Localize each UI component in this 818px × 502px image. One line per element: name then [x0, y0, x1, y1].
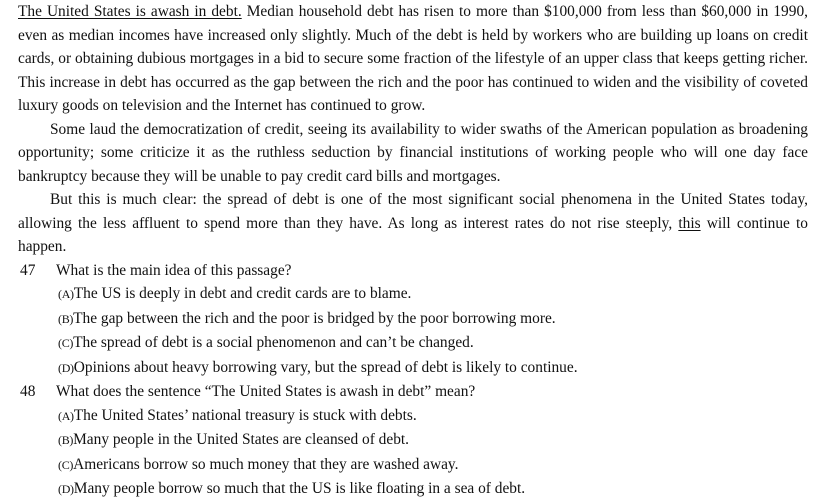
- option-text: The United States’ national treasury is stuck with debts.: [73, 406, 417, 424]
- passage-paragraph-1: [18, 0, 808, 118]
- option-letter: (B): [58, 311, 74, 326]
- option-letter: (C): [58, 457, 74, 472]
- question-47: [18, 259, 808, 283]
- option-48-d[interactable]: [58, 477, 808, 502]
- option-text: The spread of debt is a social phenomenon and can’t be changed.: [73, 334, 474, 351]
- option-letter: (B): [58, 433, 74, 447]
- question-48-options: [18, 404, 808, 502]
- option-48-a[interactable]: [58, 404, 808, 429]
- option-47-c[interactable]: [58, 331, 808, 356]
- option-text: The US is deeply in debt and credit cards are to blame.: [73, 285, 412, 302]
- option-47-a[interactable]: [58, 282, 808, 307]
- option-letter: (C): [58, 336, 74, 350]
- option-text: The gap between the rich and the poor is bridged by the poor borrowing more.: [73, 309, 556, 327]
- option-text: Americans borrow so much money that they are washed away.: [73, 455, 459, 473]
- option-letter: (D): [58, 360, 74, 375]
- question-number: 47: [20, 261, 36, 279]
- question-number: 48: [20, 383, 36, 400]
- question-48: [18, 380, 808, 404]
- option-letter: (A): [58, 408, 74, 423]
- option-48-c[interactable]: [58, 453, 808, 478]
- question-47-options: [18, 282, 808, 380]
- option-47-d[interactable]: [58, 356, 808, 381]
- question-text: What is the main idea of this passage?: [56, 261, 292, 279]
- question-text: What does the sentence “The United States is awash in debt” mean?: [56, 383, 476, 400]
- option-47-b[interactable]: [58, 307, 808, 332]
- passage-paragraph-2: Some laud the democratization of credit, seeing its availability to wider swaths of the American population as broadening opportunity; some criticize it as the ruthless seduction by financial institutions of working people who will one day face bankruptcy because they will be unable to pay credit card bills and mortgages.: [18, 120, 808, 185]
- option-letter: (D): [58, 482, 74, 496]
- option-letter: (A): [58, 287, 74, 301]
- reading-passage-page: [18, 0, 808, 502]
- passage-paragraph-3: [18, 188, 808, 259]
- underlined-word-this: this: [678, 214, 701, 232]
- option-text: Many people borrow so much that the US is like floating in a sea of debt.: [73, 480, 526, 497]
- option-text: Opinions about heavy borrowing vary, but the spread of debt is likely to continue.: [73, 358, 578, 376]
- passage-paragraph-3-after: will continue to happen.: [18, 214, 808, 255]
- passage-paragraph-3-before: But this is much clear: the spread of debt is one of the most significant social phenomena in the United States today, allowing the less affluent to spend more than they have. As long as interest rates do not rise steeply,: [18, 191, 808, 232]
- passage-paragraph-1-body: Median household debt has risen to more than $100,000 from less than $60,000 in 1990, even as median incomes have increased only slightly. Much of the debt is held by workers who are building up loans on credit cards, or obtaining dubious mortgages in a bid to secure some fraction of the lifestyle of an upper class that keeps getting richer. This increase in debt has occurred as the gap between the rich and the poor has continued to widen and the visibility of coveted luxury goods on television and the Internet has continued to grow.: [18, 3, 808, 114]
- option-text: Many people in the United States are cleansed of debt.: [73, 431, 410, 448]
- passage-lead-sentence: The United States is awash in debt.: [18, 3, 242, 20]
- option-48-b[interactable]: [58, 428, 808, 453]
